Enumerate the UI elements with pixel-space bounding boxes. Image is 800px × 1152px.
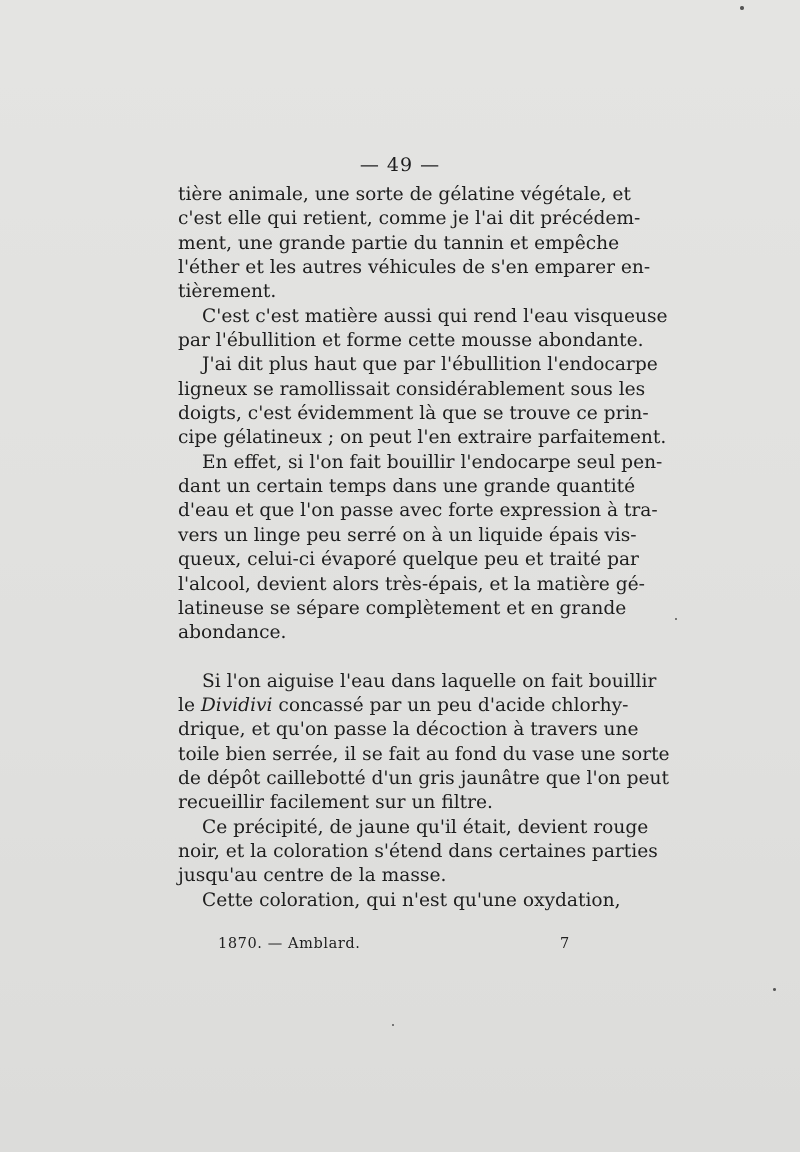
paragraph xyxy=(178,305,668,354)
paragraph xyxy=(178,451,663,646)
text-fragment: concassé par un peu d'acide chlorhy- xyxy=(278,694,629,716)
text-line: toile bien serrée, il se fait au fond du vase une sorte xyxy=(178,743,670,765)
text-line: l'alcool, devient alors très-épais, et la matière gé- xyxy=(178,573,645,595)
paragraph xyxy=(178,889,621,913)
text-line: d'eau et que l'on passe avec forte expression à tra- xyxy=(178,500,658,522)
text-line: Si l'on aiguise l'eau dans laquelle on fait bouillir xyxy=(202,670,657,692)
scan-speck xyxy=(740,6,744,10)
paragraph xyxy=(178,353,667,450)
text-line: jusqu'au centre de la masse. xyxy=(178,865,447,887)
text-line: de dépôt caillebotté d'un gris jaunâtre que l'on peut xyxy=(178,767,670,789)
text-line: latineuse se sépare complètement et en grande xyxy=(178,597,627,619)
paragraph xyxy=(178,670,670,816)
text-line: Cette coloration, qui n'est qu'une oxydation, xyxy=(202,889,621,911)
text-line: ment, une grande partie du tannin et empêche xyxy=(178,232,620,254)
text-line: par l'ébullition et forme cette mousse abondante. xyxy=(178,330,644,352)
text-line: vers un linge peu serré on à un liquide épais vis- xyxy=(178,524,637,546)
italic-term: Dividivi xyxy=(200,694,273,716)
paragraph xyxy=(178,183,651,305)
scan-speck xyxy=(675,618,677,620)
text-line: En effet, si l'on fait bouillir l'endocarpe seul pen- xyxy=(202,451,663,473)
paragraph-gap xyxy=(178,646,614,670)
text-line: Ce précipité, de jaune qu'il était, devient rouge xyxy=(202,816,649,838)
text-line: drique, et qu'on passe la décoction à travers une xyxy=(178,719,639,741)
text-line: c'est elle qui retient, comme je l'ai dit précédem- xyxy=(178,208,641,230)
sheet-number: 7 xyxy=(560,936,570,952)
body-text xyxy=(178,183,670,913)
text-line: tière animale, une sorte de gélatine végétale, et xyxy=(178,184,631,205)
text-line: abondance. xyxy=(178,622,287,644)
page-number: — 49 — xyxy=(359,154,441,176)
text-line: cipe gélatineux ; on peut l'en extraire parfaitement. xyxy=(178,427,667,449)
text-line: tièrement. xyxy=(178,281,277,303)
scan-speck xyxy=(392,1024,394,1026)
paragraph xyxy=(178,816,658,889)
printer-signature: 1870. — Amblard. xyxy=(218,936,361,952)
text-line: noir, et la coloration s'étend dans certaines parties xyxy=(178,840,658,862)
text-fragment: le xyxy=(178,694,195,716)
text-line: l'éther et les autres véhicules de s'en emparer en- xyxy=(178,257,651,279)
text-line: recueillir facilement sur un filtre. xyxy=(178,792,493,814)
text-line xyxy=(178,694,629,718)
text-line: dant un certain temps dans une grande quantité xyxy=(178,476,636,498)
text-line: doigts, c'est évidemment là que se trouve ce prin- xyxy=(178,403,649,425)
text-line: C'est c'est matière aussi qui rend l'eau visqueuse xyxy=(202,305,668,327)
text-line: queux, celui-ci évaporé quelque peu et traité par xyxy=(178,549,639,571)
text-line: ligneux se ramollissait considérablement sous les xyxy=(178,378,646,400)
text-line: J'ai dit plus haut que par l'ébullition l'endocarpe xyxy=(202,354,658,376)
scan-speck xyxy=(773,988,776,991)
